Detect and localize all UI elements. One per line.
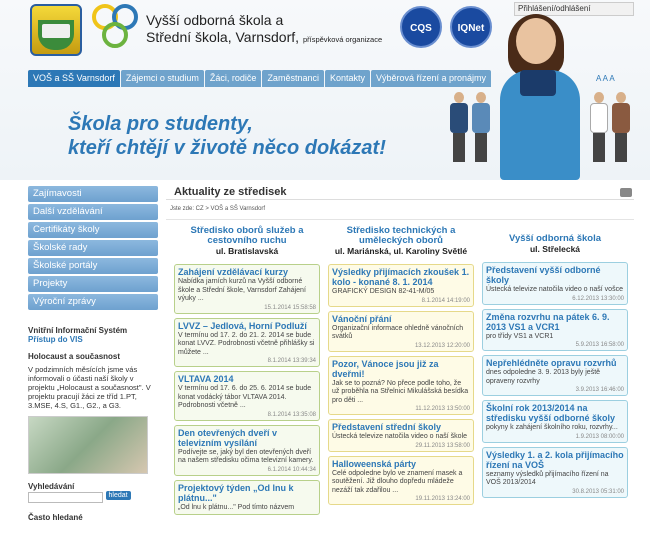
sidebar-item-certifikaty[interactable]: Certifikáty školy: [28, 222, 158, 238]
column-college: [482, 226, 628, 502]
news-card[interactable]: Výsledky 1. a 2. kola přijímacího řízení na VOŠ seznamy výsledků přijímacího řízení na VOŠ 2013/2014 30.8.2013 05:31:00: [482, 447, 628, 498]
nav-contacts[interactable]: Kontakty: [325, 70, 370, 87]
news-card[interactable]: Zahájení vzdělávací kurzy Nabídka jarních kurzů na Vyšší odborné škole a Střední škole, Varnsdorf Zahájení výuky ... 15.1.2014 15:58:58: [174, 264, 320, 314]
holocaust-title[interactable]: Holocaust a současnost: [28, 352, 121, 361]
header: [0, 0, 650, 180]
news-card[interactable]: Vánoční přání Organizační informace ohledně vánočních svátků 13.12.2013 12:20:00: [328, 311, 474, 352]
search-input[interactable]: [28, 492, 103, 503]
school-rings-logo[interactable]: [92, 4, 142, 52]
news-card[interactable]: Nepřehlédněte opravu rozvrhů dnes odpoledne 3. 9. 2013 byly ještě opraveny rozvrhy 3.9.2013 16:46:00: [482, 355, 628, 396]
student-figure: [590, 92, 608, 162]
sidebar-item-vyrocni-zpravy[interactable]: Výroční zprávy: [28, 294, 158, 310]
news-card[interactable]: Představení střední školy Ústecká televize natočila video o naší škole 29.11.2013 13:58:00: [328, 419, 474, 452]
page-title: Aktuality ze středisek: [166, 184, 634, 200]
font-size-switcher[interactable]: A A A: [596, 74, 615, 83]
search-label: Vyhledávání: [28, 482, 75, 491]
nav-students-parents[interactable]: Žáci, rodiče: [205, 70, 262, 87]
news-card[interactable]: Školní rok 2013/2014 na středisku vyšší odborné školy pokyny k zahájení školního roku, rozvrhy... 1.9.2013 08:00:00: [482, 400, 628, 443]
news-card[interactable]: LVVZ – Jedlová, Horní Podluží V termínu od 17. 2. do 21. 2. 2014 se bude konat LVVZ. Podrobnosti včetně přihlášky si můžete ... 8.1.2014 13:39:34: [174, 318, 320, 368]
print-icon[interactable]: [620, 188, 632, 197]
student-photo: [494, 14, 586, 180]
sidebar-item-zajimavosti[interactable]: Zajímavosti: [28, 186, 158, 202]
news-card[interactable]: Změna rozvrhu na pátek 6. 9. 2013 VS1 a VCR1 pro třídy VS1 a VCR1 5.9.2013 16:58:00: [482, 309, 628, 352]
login-link[interactable]: Přihlášení/odhlášení: [514, 2, 634, 16]
frequent-searches-title: Často hledané: [28, 513, 83, 522]
search-box: [28, 482, 158, 522]
sidebar-item-skolske-rady[interactable]: Školské rady: [28, 240, 158, 256]
vis-title: Vnitřní Informační Systém: [28, 326, 128, 335]
news-section: [166, 184, 634, 511]
news-card[interactable]: VLTAVA 2014 V termínu od 17. 6. do 25. 6. 2014 se bude konat vodácký tábor VLTAVA 2014. Podrobnosti včetně ... 8.1.2014 13:35:08: [174, 371, 320, 421]
column-services: [174, 226, 320, 519]
column-heading: Středisko technických a uměleckých oborů ul. Mariánská, ul. Karoliny Světlé: [334, 225, 468, 256]
sidebar: [28, 186, 158, 522]
slogan: Škola pro studenty, kteří chtějí v životě něco dokázat!: [68, 113, 386, 159]
sidebar-item-skolske-portaly[interactable]: Školské portály: [28, 258, 158, 274]
column-technical: [328, 226, 474, 509]
nav-home[interactable]: VOŠ a SŠ Varnsdorf: [28, 70, 120, 87]
nav-employees[interactable]: Zaměstnanci: [262, 70, 324, 87]
vis-link[interactable]: Přístup do VIS: [28, 335, 83, 344]
school-crest-logo[interactable]: [30, 4, 82, 56]
student-figure: [612, 92, 630, 162]
news-card[interactable]: Pozor, Vánoce jsou již za dveřmi! Jak se to pozná? No přece podle toho, že už proběhla na Střelnici Mikulášská besídka pro děti ... 11.12.2013 13:50:00: [328, 356, 474, 416]
holocaust-text: V podzimních měsících jsme vás informovali o účasti naší školy v projektu „Holocaust a současnost". V projektu pracují žáci ze tříd 1.PT, 3.MSE, 4.S, G1., G2., a G3.: [28, 365, 151, 410]
student-figure: [450, 92, 468, 162]
nav-tenders[interactable]: Výběrová řízení a pronájmy: [371, 70, 491, 87]
news-card[interactable]: Výsledky přijímacích zkoušek 1. kolo - konané 8. 1. 2014 GRAFICKÝ DESIGN 82-41-M/05 8.1.2014 14:19:00: [328, 264, 474, 307]
student-figure: [472, 92, 490, 162]
column-heading: Středisko oborů služeb a cestovního ruchu ul. Bratislavská: [190, 225, 304, 256]
news-card[interactable]: Projektový týden „Od lnu k plátnu..." „Od lnu k plátnu..." Pod tímto názvem: [174, 480, 320, 516]
column-heading: Vyšší odborná škola ul. Střelecká: [508, 233, 602, 254]
sidebar-item-dalsi-vzdelavani[interactable]: Další vzdělávání: [28, 204, 158, 220]
holocaust-photo[interactable]: [28, 416, 148, 474]
nav-prospective-students[interactable]: Zájemci o studium: [121, 70, 204, 87]
news-card[interactable]: Den otevřených dveří v televizním vysílání Podívejte se, jaký byl den otevřených dveří na našem středisku očima televizní kamery. 6.1.2014 10:44:34: [174, 425, 320, 476]
cqs-certificate-badge: CQS: [400, 6, 442, 48]
school-name: Vyšší odborná škola a Střední škola, Varnsdorf, příspěvková organizace: [146, 12, 383, 45]
breadcrumb[interactable]: Jste zde: CZ > VOŠ a SŠ Varnsdorf: [166, 200, 634, 220]
search-button[interactable]: hledat: [106, 491, 131, 500]
main-navigation: [28, 70, 492, 87]
sidebar-item-projekty[interactable]: Projekty: [28, 276, 158, 292]
news-card[interactable]: Halloweenská párty Celé odpoledne bylo ve znamení masek a soutěžení. Již dlouho dopředu mládeže nezáží tak zdařilou ... 19.11.2013 13:24:00: [328, 456, 474, 506]
iqnet-certificate-badge: IQNet: [450, 6, 492, 48]
news-card[interactable]: Představení vyšší odborné školy Ústecká televize natočila video o naší vošce 6.12.2013 13:30:00: [482, 262, 628, 305]
